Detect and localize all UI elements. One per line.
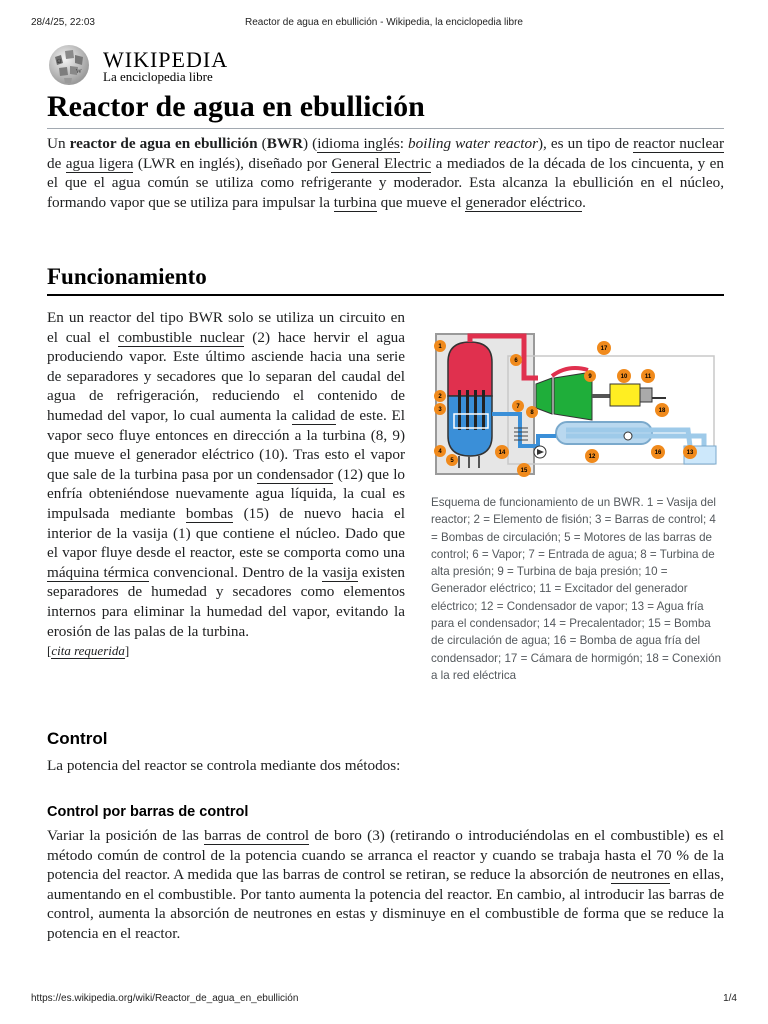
reactor-vessel	[448, 342, 492, 396]
svg-text:15: 15	[520, 468, 528, 474]
svg-text:W: W	[76, 69, 82, 75]
control-intro: La potencia del reactor se controla mediante dos métodos:	[47, 757, 401, 774]
svg-text:9: 9	[588, 374, 592, 380]
svg-text:Ω: Ω	[57, 59, 62, 65]
svg-text:8: 8	[530, 410, 534, 416]
svg-text:1: 1	[438, 344, 442, 350]
print-url: https://es.wikipedia.org/wiki/Reactor_de_agua_en_ebullición	[31, 993, 299, 1004]
condenser-pump	[624, 432, 632, 440]
high-pressure-turbine	[536, 378, 552, 414]
term-bold: reactor de agua en ebullición	[69, 135, 258, 152]
svg-text:14: 14	[498, 450, 506, 456]
svg-text:10: 10	[620, 374, 628, 380]
generator	[610, 384, 640, 406]
svg-text:6: 6	[514, 358, 518, 364]
link-reactor-nuclear[interactable]: reactor nuclear	[633, 135, 724, 152]
acronym-bold: BWR	[266, 135, 303, 152]
link-bombas[interactable]: bombas	[185, 504, 234, 522]
link-cita-requerida[interactable]: cita requerida	[51, 643, 125, 659]
english-term: boiling water reactor	[408, 135, 538, 152]
link-vasija[interactable]: vasija	[322, 563, 358, 581]
link-agua-ligera[interactable]: agua ligera	[65, 154, 134, 172]
condenser	[556, 422, 652, 444]
svg-text:16: 16	[654, 450, 662, 456]
svg-text:5: 5	[450, 458, 454, 464]
print-page-title: Reactor de agua en ebullición - Wikipedia, la enciclopedia libre	[245, 17, 523, 28]
barras-paragraph: Variar la posición de las barras de control de boro (3) (retirando o introduciéndolas en el combustible) es el método común de control de la potencia cuando se arranca el reactor y cuando se trabaja hasta el 70 % de la potencia del reactor. A medida que las barras de control se retiran, se reduce la absorción de neutrones en ellas, aumentando en el combustible. Por tanto aumenta la potencia del reactor. En cambio, al introducir las barras de control, aumenta la absorción de neutrones en estas y disminuye en el combustible de forma que se reduce la potencia en el reactor.	[47, 827, 725, 942]
link-maquina-termica[interactable]: máquina térmica	[47, 563, 150, 581]
svg-text:3: 3	[438, 407, 442, 413]
svg-text:7: 7	[516, 404, 520, 410]
link-combustible-nuclear[interactable]: combustible nuclear	[117, 328, 245, 346]
link-condensador[interactable]: condensador	[256, 465, 334, 483]
subsection-heading-barras: Control por barras de control	[47, 804, 249, 820]
svg-text:12: 12	[588, 454, 596, 460]
link-turbina[interactable]: turbina	[333, 193, 377, 211]
section-heading-funcionamiento: Funcionamiento	[47, 262, 724, 296]
link-idioma-ingles[interactable]: idioma inglés	[317, 135, 400, 152]
wikipedia-globe-icon	[45, 43, 97, 87]
funcionamiento-paragraph: En un reactor del tipo BWR solo se utiliza un circuito en el cual el combustible nuclear (2) hace hervir el agua produciendo vapor. Este último asciende hacia una serie de separadores y secadores que lo separan del caudal del agua de refrigeración, reduciendo el contenido de humedad del vapor, lo cual aumenta la calidad de este. El vapor seco fluye entonces en dirección a la turbina (8, 9) que mueve el generador eléctrico (10). Tras esto el vapor que sale de la turbina pasa por un condensador (12) que lo enfría obteniéndose nuevamente agua líquida, la cual es impulsada mediante bombas (15) de nuevo hacia el interior de la vasija (1) que contiene el núcleo. Dado que el vapor fluye desde el reactor, este se comporta como una máquina térmica convencional. Dentro de la vasija existen separadores de humedad y secadores como elementos internos para eliminar la humedad del vapor, evitando la erosión de las palas de la turbina. [cita requerida]	[47, 309, 406, 659]
print-footer	[31, 993, 737, 1007]
svg-text:13: 13	[686, 450, 694, 456]
link-barras-de-control[interactable]: barras de control	[204, 827, 310, 844]
figure-caption: Esquema de funcionamiento de un BWR. 1 = Vasija del reactor; 2 = Elemento de fisión; 3 = Barras de control; 4 = Bombas de circulación; 5 = Motores de las barras de control; 6 = Vapor; 7 = Entrada de agua; 8 = Turbina de alta presión; 9 = Turbina de baja presión; 10 = Generador eléctrico; 11 = Excitador del generador eléctrico; 12 = Condensador de vapor; 13 = Agua fría para el condensador; 14 = Precalentador; 15 = Bomba de circulación de agua; 16 = Bomba de agua fría del condensador; 17 = Cámara de hormigón; 18 = Conexión a la red eléctrica	[431, 496, 722, 682]
wikipedia-wordmark: WIKIPEDIA	[103, 47, 229, 72]
print-datetime: 28/4/25, 22:03	[31, 17, 95, 28]
bwr-diagram[interactable]	[428, 318, 720, 490]
print-page-number: 1/4	[723, 993, 737, 1004]
svg-text:2: 2	[438, 394, 442, 400]
svg-text:11: 11	[644, 374, 652, 380]
citation-needed[interactable]: [cita requerida]	[47, 643, 130, 659]
link-calidad[interactable]: calidad	[291, 406, 336, 424]
exciter	[640, 388, 652, 402]
link-neutrones[interactable]: neutrones	[610, 866, 671, 884]
wikipedia-tagline: La enciclopedia libre	[103, 69, 213, 84]
print-header	[31, 17, 737, 31]
intro-paragraph: Un reactor de agua en ebullición (BWR) (idioma inglés: boiling water reactor), es un tipo de reactor nuclear de agua ligera (LWR en inglés), diseñado por General Electric a mediados de la década de los cincuenta, y en el que el agua común se utiliza como refrigerante y moderador. Esta alcanza la ebullición en el núcleo, formando vapor que se utiliza para impulsar la turbina que mueve el generador eléctrico.	[47, 135, 724, 211]
link-general-electric[interactable]: General Electric	[331, 154, 432, 172]
wikipedia-logo[interactable]	[45, 43, 245, 87]
section-heading-control: Control	[47, 729, 108, 748]
svg-text:4: 4	[438, 449, 442, 455]
svg-text:17: 17	[600, 346, 608, 352]
link-generador-electrico[interactable]: generador eléctrico	[465, 193, 583, 211]
page-title: Reactor de agua en ebullición	[47, 88, 724, 129]
svg-text:18: 18	[658, 408, 666, 414]
